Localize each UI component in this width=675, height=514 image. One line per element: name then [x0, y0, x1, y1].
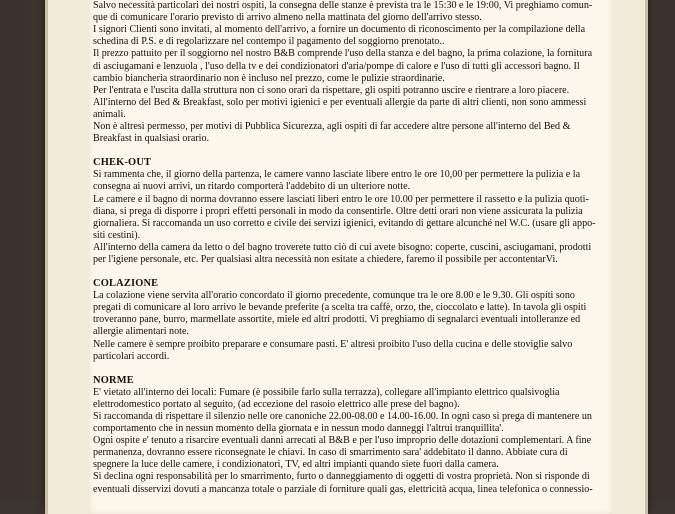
text-line: Ogni ospite e' tenuto a risarcire eventuali danni arrecati al B&B e per l'uso improprio delle dotazioni complementari. A fine	[93, 435, 608, 447]
text-line: La colazione viene servita all'orario concordato il giorno precedente, comunque tra le ore 8.00 e le 9.30. Gli ospiti sono	[93, 290, 608, 302]
text-line: Le camere e il bagno di norma dovranno essere lasciati liberi entro le ore 10.00 per permettere il rassetto e la pulizia quoti-	[93, 194, 608, 206]
text-line: comportamento che in nessun momento della giornata e in nessun modo danneggi l'altrui tranquillita'.	[93, 423, 608, 435]
text-line: eventuali disservizi dovuti a mancanza totale o parziale di forniture quali gas, elettricità acqua, linea telefonica o connessio-	[93, 484, 608, 496]
section-gap	[93, 145, 608, 157]
section-check-out	[93, 157, 608, 266]
text-line: diana, si prega di disporre i propri effetti personali in modo da consentirle. Oltre detti orari non viene assicurata la pulizia	[93, 206, 608, 218]
section-check-in	[93, 0, 608, 145]
section-gap	[93, 266, 608, 278]
text-line: Si rammenta che, il giorno della partenza, le camere vanno lasciate libere entro le ore 10,00 per permettere la pulizia e la	[93, 169, 608, 181]
section-body-colazione	[93, 290, 608, 363]
text-line: Si raccomanda di rispettare il silenzio nelle ore canoniche 22.00-08.00 e 14.00-16.00. In ogni caso si prega di mantenere un	[93, 411, 608, 423]
text-line: troveranno pane, burro, marmellate assortite, miele ed altri prodotti. Vi preghiamo di segnalarci eventuali intolleranze ed	[93, 314, 608, 326]
text-line: schedina di P.S. e di regolarizzare nel contempo il pagamento del soggiorno prenotato..	[93, 36, 608, 48]
text-line: per l'igiene personale, etc. Per qualsiasi altra necessità non esitate a chiedere, faremo il possibile per accontentarVi.	[93, 254, 608, 266]
text-line: Per l'entrata e l'uscita dalla struttura non ci sono orari da rispettare, gli ospiti potranno uscire e rientrare a loro piacere.	[93, 85, 608, 97]
text-line: Breakfast in qualsiasi orario.	[93, 133, 608, 145]
text-line: Il prezzo pattuito per il soggiorno nel nostro B&B comprende l'uso della stanza e del bagno, la prima colazione, la fornitura	[93, 48, 608, 60]
text-line: consegna ai nuovi arrivi, un ritardo comporterà l'addebito di un ulteriore notte.	[93, 181, 608, 193]
text-line: spegnere la luce delle camere, i condizionatori, TV, ed altri impianti quando siete fuori dalla camera.	[93, 459, 608, 471]
notice-content	[93, 0, 608, 496]
text-line: pregati di comunicare al loro arrivo le bevande preferite (a scelta tra caffè, orzo, the, cioccolato e latte). In tavola gli ospiti	[93, 302, 608, 314]
text-line: que di comunicare l'orario previsto di arrivo almeno nella mattinata del giorno dell'arrivo stesso.	[93, 12, 608, 24]
notice-sheet	[89, 0, 612, 514]
text-line: di asciugamani e lenzuola , l'uso della tv e dei condizionatori d'aria/pompe di calore e l'uso di tutti gli accessori bagno. Il	[93, 61, 608, 73]
text-line: animali.	[93, 109, 608, 121]
text-line: Salvo necessità particolari dei nostri ospiti, la consegna delle stanze è prevista tra le 15:30 e le 19:00, Vi preghiamo comun-	[93, 0, 608, 12]
text-line: I signori Clienti sono invitati, al momento dell'arrivo, a fornire un documento di riconoscimento per la compilazione della	[93, 24, 608, 36]
section-title-norme: NORME	[93, 375, 608, 387]
section-norme	[93, 375, 608, 496]
text-line: Non è altresì permesso, per motivi di Pubblica Sicurezza, agli ospiti di far accedere altre persone all'interno del Bed &	[93, 121, 608, 133]
text-line: allergie alimentari note.	[93, 326, 608, 338]
text-line: permanenza, dovranno essere riconsegnate le chiavi. In caso di smarrimento sara' addebitato il danno. Abbiate cura di	[93, 447, 608, 459]
section-title-check-out: CHEK-OUT	[93, 157, 608, 169]
notice-frame	[45, 0, 648, 514]
text-line: E' vietato all'interno dei locali: Fumare (è possibile farlo sulla terrazza), collegare all'impianto elettrico qualsivoglia	[93, 387, 608, 399]
text-line: elettrodomestico portato al seguito, (ad eccezione del rasoio elettrico alle prese del bagno).	[93, 399, 608, 411]
section-colazione	[93, 278, 608, 363]
text-line: Nelle camere è sempre proibito preparare e consumare pasti. E' altresì proibito l'uso della cucina e delle stoviglie salvo	[93, 339, 608, 351]
text-line: Si declina ogni responsabilità per lo smarrimento, furto o danneggiamento di oggetti di vostra proprietà. Non si risponde di	[93, 471, 608, 483]
section-body-check-in	[93, 0, 608, 145]
text-line: All'interno della camera da letto o del bagno troverete tutto ciò di cui avete bisogno: coperte, cuscini, asciugamani, prodotti	[93, 242, 608, 254]
section-body-norme	[93, 387, 608, 496]
text-line: cambio biancheria straordinario non è incluso nel prezzo, come le pulizie straordinarie.	[93, 73, 608, 85]
section-body-check-out	[93, 169, 608, 266]
section-title-colazione: COLAZIONE	[93, 278, 608, 290]
text-line: giornaliera. Si raccomanda un uso corretto e civile dei servizi igienici, evitando di gettare alcunché nel W.C. (usare gli appo-	[93, 218, 608, 230]
text-line: particolari accordi.	[93, 351, 608, 363]
section-gap	[93, 363, 608, 375]
text-line: All'interno del Bed & Breakfast, solo per motivi igienici e per eventuali allergie da parte di altri clienti, non sono ammessi	[93, 97, 608, 109]
text-line: siti cestini).	[93, 230, 608, 242]
